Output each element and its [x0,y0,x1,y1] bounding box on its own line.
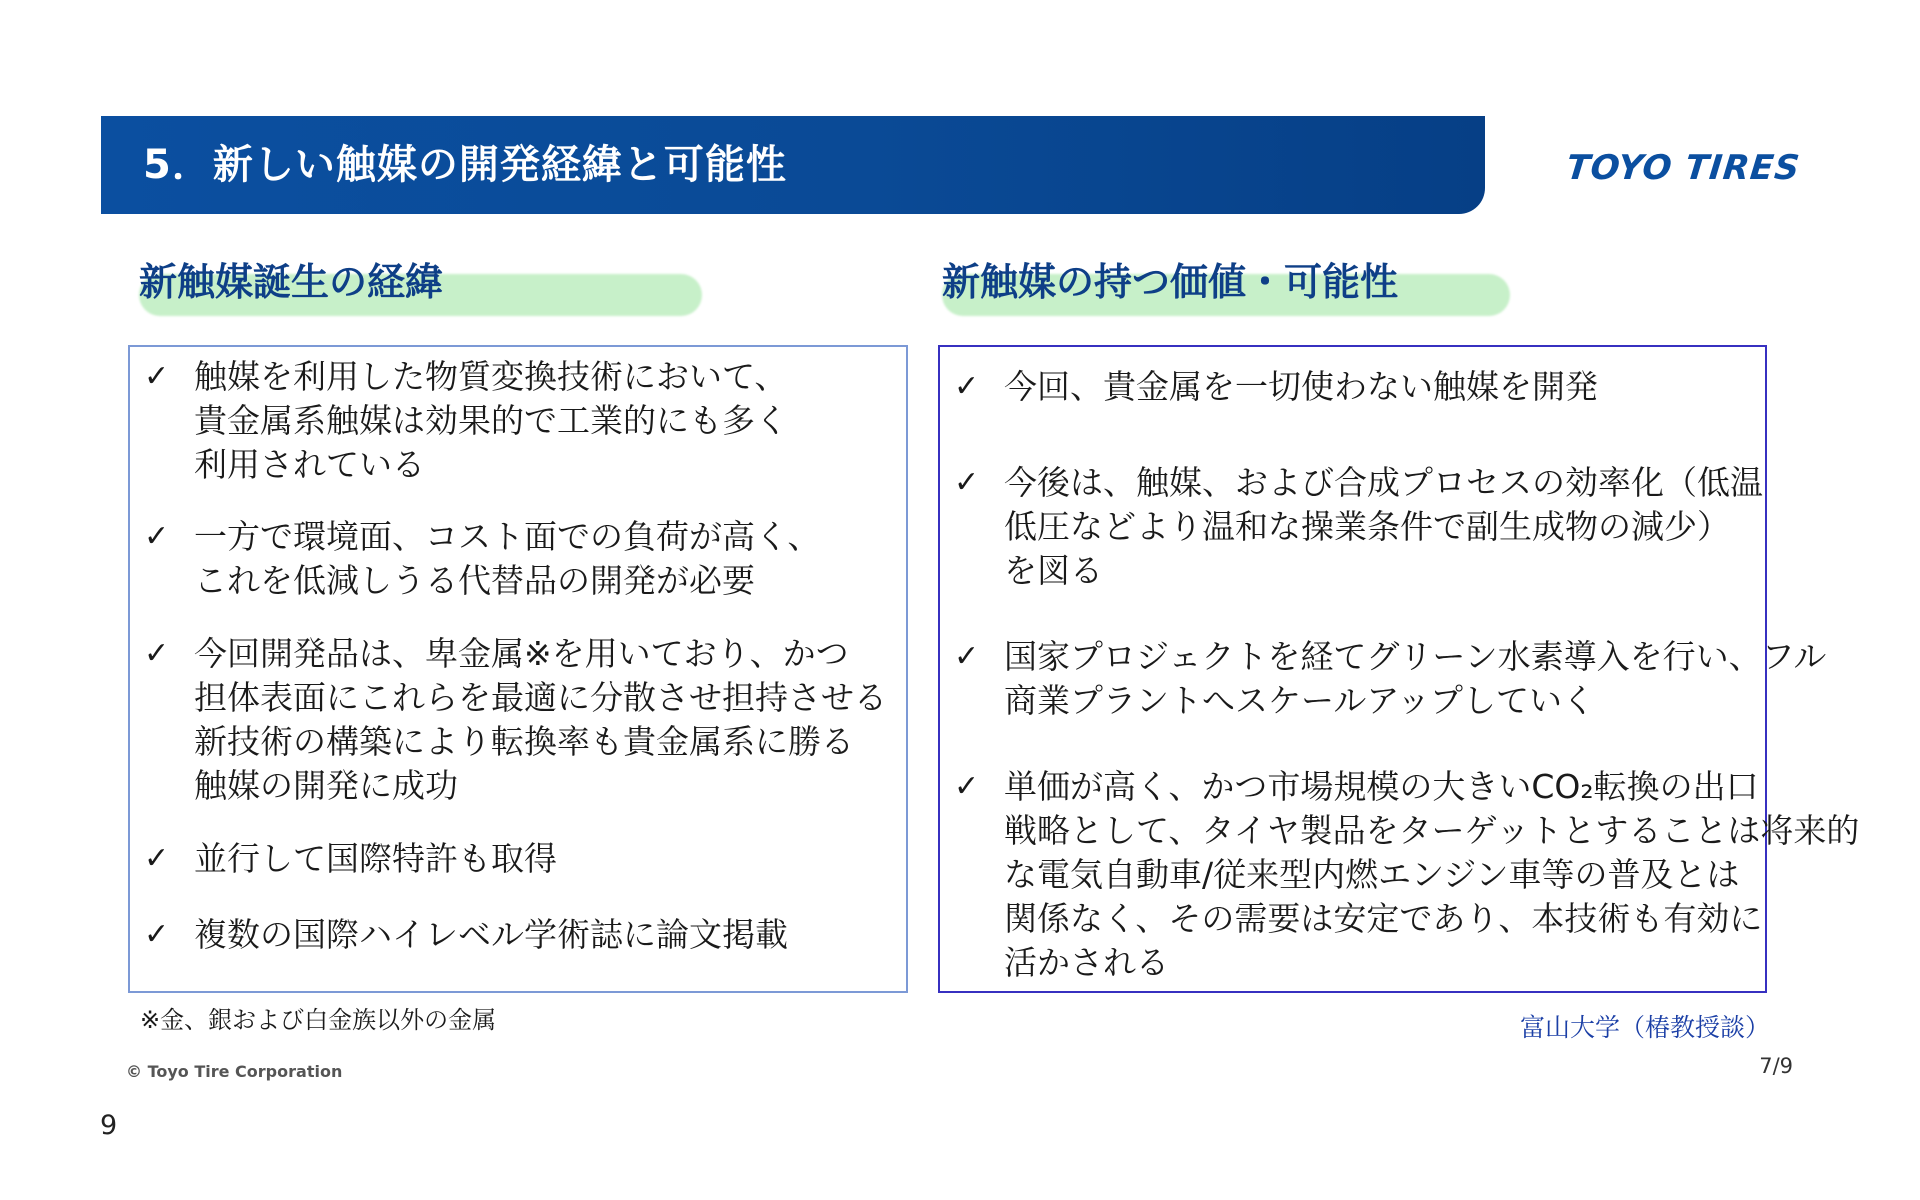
background-panel [128,345,908,993]
bullet-line: 貴金属系触媒は効果的で工業的にも多く [194,401,788,440]
bullet-line: 並行して国際特許も取得 [194,839,557,878]
section-heading-background [139,254,443,316]
section-heading-text: 新触媒の持つ価値・可能性 [942,260,1399,304]
check-icon: ✓ [954,769,980,804]
bullet-line: な電気自動車/従来型内燃エンジン車等の普及とは [1004,855,1740,894]
check-icon: ✓ [144,636,170,671]
bullet-line: 利用されている [194,445,425,484]
bullet-line: これを低減しうる代替品の開発が必要 [194,561,755,600]
check-icon: ✓ [144,917,170,952]
slide-number: 9 [100,1110,118,1141]
copyright: © Toyo Tire Corporation [126,1062,343,1081]
bullet-item [954,765,1860,985]
bullet-line: 戦略として、タイヤ製品をターゲットとすることは将来的 [1004,811,1860,850]
bullet-line: 国家プロジェクトを経てグリーン水素導入を行い、フル [1004,637,1827,676]
bullet-line: 低圧などより温和な操業条件で副生成物の減少） [1004,507,1730,546]
source-note: 富山大学（椿教授談） [1519,1013,1770,1042]
check-icon: ✓ [144,841,170,876]
bullet-line: 触媒を利用した物質変換技術において、 [194,357,788,396]
bullet-item [954,365,1755,409]
bullet-line: 今回、貴金属を一切使わない触媒を開発 [1004,367,1598,406]
bullet-line: 今後は、触媒、および合成プロセスの効率化（低温 [1004,463,1763,502]
bullet-item [954,635,1827,723]
check-icon: ✓ [954,639,980,674]
header-bar [101,116,1485,214]
page-fraction: 7/9 [1759,1054,1793,1078]
section-heading-text: 新触媒誕生の経緯 [139,260,444,304]
bullet-item [144,515,896,603]
bullet-item [144,837,896,881]
bullet-item [954,461,1763,593]
section-heading-value [942,254,1398,316]
bullet-line: 商業プラントへスケールアップしていく [1004,681,1596,720]
bullet-line: 担体表面にこれらを最適に分散させ担持させる [194,678,887,717]
check-icon: ✓ [954,369,980,404]
check-icon: ✓ [144,359,170,394]
bullet-item [144,355,896,487]
toyo-tires-logo: TOYO TIRES [1564,148,1803,188]
value-panel [938,345,1860,993]
check-icon: ✓ [954,465,980,500]
bullet-line: 今回開発品は、卑金属※を用いており、かつ [194,634,849,673]
bullet-line: 触媒の開発に成功 [194,766,458,805]
bullet-line: 一方で環境面、コスト面での負荷が高く、 [194,517,821,556]
bullet-line: 関係なく、その需要は安定であり、本技術も有効に [1004,899,1763,938]
bullet-line: 複数の国際ハイレベル学術誌に論文掲載 [194,915,788,954]
bullet-line: を図る [1004,551,1103,590]
bullet-item [144,913,896,957]
footnote: ※金、銀および白金族以外の金属 [140,1006,497,1034]
bullet-item [144,632,896,808]
page-title: 5．新しい触媒の開発経緯と可能性 [143,142,787,188]
bullet-line: 新技術の構築により転換率も貴金属系に勝る [194,722,854,761]
bullet-line: 活かされる [1004,943,1169,982]
bullet-line: 単価が高く、かつ市場規模の大きいCO₂転換の出口 [1004,767,1759,806]
check-icon: ✓ [144,519,170,554]
